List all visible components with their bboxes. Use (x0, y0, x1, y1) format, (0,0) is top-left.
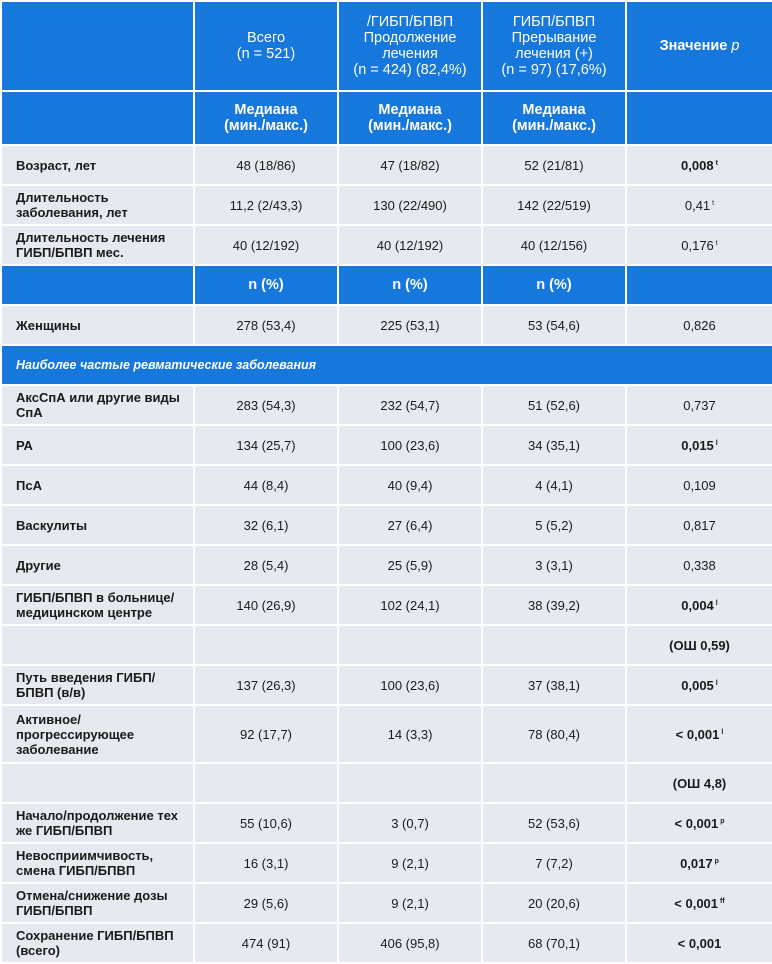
value-discontinue: 52 (21/81) (482, 145, 626, 185)
header-p-value (626, 1, 772, 91)
table-row (1, 425, 772, 465)
p-value-cell (626, 305, 772, 345)
value-discontinue: 78 (80,4) (482, 705, 626, 763)
p-value: < 0,001 (675, 726, 720, 742)
value-continue: 102 (24,1) (338, 585, 482, 625)
table-row (1, 665, 772, 705)
value-total: 48 (18/86) (194, 145, 338, 185)
value-continue (338, 625, 482, 665)
p-value: 0,004 (681, 597, 714, 613)
p-value-footnote-mark: l (715, 679, 718, 687)
value-continue (338, 763, 482, 803)
table-row (1, 505, 772, 545)
value-total: 32 (6,1) (194, 505, 338, 545)
value-continue: 40 (12/192) (338, 225, 482, 265)
value-continue: 130 (22/490) (338, 185, 482, 225)
value-total (194, 625, 338, 665)
p-value-cell (626, 763, 772, 803)
header-continue-line2: Продолжение (363, 30, 457, 46)
median-header-2 (338, 91, 482, 145)
header-discontinue-line3: лечения (+) (515, 46, 593, 62)
value-continue: 14 (3,3) (338, 705, 482, 763)
header-discontinue-line2: Прерывание (511, 30, 597, 46)
p-value-cell (626, 843, 772, 883)
value-discontinue: 51 (52,6) (482, 385, 626, 425)
p-value-footnote-mark: l (715, 599, 718, 607)
row-label: Длительность заболевания, лет (1, 185, 194, 225)
row-label: ГИБП/БПВП в больнице/ медицинском центре (1, 585, 194, 625)
value-total: 16 (3,1) (194, 843, 338, 883)
value-total: 278 (53,4) (194, 305, 338, 345)
p-value-footnote-mark: p (720, 817, 725, 825)
header-continue-line4: (n = 424) (82,4%) (353, 62, 467, 78)
value-discontinue: 7 (7,2) (482, 843, 626, 883)
p-value-cell (626, 883, 772, 923)
value-discontinue: 34 (35,1) (482, 425, 626, 465)
p-value-cell (626, 585, 772, 625)
p-value-cell (626, 465, 772, 505)
p-value-footnote-mark: l (721, 728, 724, 736)
table-row (1, 145, 772, 185)
n-percent-label: n (%) (338, 265, 482, 305)
header-discontinue (482, 1, 626, 91)
table-row (1, 705, 772, 763)
p-value: 0,338 (683, 557, 716, 573)
table-row (1, 843, 772, 883)
value-continue: 27 (6,4) (338, 505, 482, 545)
section-row (1, 345, 772, 385)
p-value-cell (626, 545, 772, 585)
value-continue: 9 (2,1) (338, 843, 482, 883)
value-continue: 47 (18/82) (338, 145, 482, 185)
median-header-3 (482, 91, 626, 145)
value-discontinue: 37 (38,1) (482, 665, 626, 705)
n-percent-label: n (%) (482, 265, 626, 305)
median-range-label: (мин./макс.) (224, 118, 308, 134)
row-label: АксСпА или другие виды СпА (1, 385, 194, 425)
row-label (1, 625, 194, 665)
value-continue: 100 (23,6) (338, 665, 482, 705)
p-value: (ОШ 4,8) (672, 775, 727, 791)
row-label: РА (1, 425, 194, 465)
value-continue: 9 (2,1) (338, 883, 482, 923)
median-header-row (1, 91, 772, 145)
header-empty-cell (1, 1, 194, 91)
row-label: Женщины (1, 305, 194, 345)
p-value: 0,008 (681, 157, 714, 173)
median-header-1 (194, 91, 338, 145)
header-total (194, 1, 338, 91)
value-total (194, 763, 338, 803)
median-header-empty-p (626, 91, 772, 145)
table-row (1, 923, 772, 963)
p-value: 0,41 (684, 197, 711, 213)
median-label: Медиана (522, 102, 586, 118)
p-value: < 0,001 (677, 935, 722, 951)
p-value-cell (626, 185, 772, 225)
median-range-label: (мин./макс.) (368, 118, 452, 134)
row-label: Невосприимчивость, смена ГИБП/БПВП (1, 843, 194, 883)
value-discontinue: 40 (12/156) (482, 225, 626, 265)
value-discontinue: 68 (70,1) (482, 923, 626, 963)
row-label: Сохранение ГИБП/БПВП (всего) (1, 923, 194, 963)
value-total: 137 (26,3) (194, 665, 338, 705)
header-row (1, 1, 772, 91)
value-continue: 100 (23,6) (338, 425, 482, 465)
value-total: 29 (5,6) (194, 883, 338, 923)
p-value: 0,017 (680, 855, 713, 871)
header-continue-line3: лечения (382, 46, 438, 62)
p-value-cell (626, 803, 772, 843)
median-header-empty (1, 91, 194, 145)
value-total: 134 (25,7) (194, 425, 338, 465)
value-total: 283 (54,3) (194, 385, 338, 425)
p-value-cell (626, 385, 772, 425)
value-total: 44 (8,4) (194, 465, 338, 505)
p-value-cell (626, 705, 772, 763)
value-discontinue (482, 625, 626, 665)
p-value: 0,015 (681, 437, 714, 453)
p-value: (ОШ 0,59) (669, 637, 730, 653)
row-label (1, 763, 194, 803)
value-continue: 3 (0,7) (338, 803, 482, 843)
value-discontinue: 5 (5,2) (482, 505, 626, 545)
p-value-cell (626, 225, 772, 265)
header-discontinue-line1: ГИБП/БПВП (512, 14, 596, 30)
value-discontinue: 20 (20,6) (482, 883, 626, 923)
value-discontinue: 53 (54,6) (482, 305, 626, 345)
n-percent-header-row (1, 265, 772, 305)
table-row (1, 803, 772, 843)
value-total: 55 (10,6) (194, 803, 338, 843)
p-value: < 0,001 (674, 815, 719, 831)
header-total-line2: (n = 521) (236, 46, 296, 62)
table-row (1, 545, 772, 585)
n-header-empty (1, 265, 194, 305)
header-p-italic: p (731, 38, 740, 54)
value-continue: 25 (5,9) (338, 545, 482, 585)
value-discontinue: 38 (39,2) (482, 585, 626, 625)
value-discontinue: 3 (3,1) (482, 545, 626, 585)
value-discontinue (482, 763, 626, 803)
median-range-label: (мин./макс.) (512, 118, 596, 134)
p-value: 0,005 (681, 677, 714, 693)
p-value-footnote-mark: p (714, 857, 719, 865)
value-discontinue: 4 (4,1) (482, 465, 626, 505)
row-label: Васкулиты (1, 505, 194, 545)
value-continue: 225 (53,1) (338, 305, 482, 345)
header-discontinue-line4: (n = 97) (17,6%) (501, 62, 607, 78)
p-value-cell (626, 625, 772, 665)
p-value: 0,737 (683, 397, 716, 413)
row-label: Отмена/снижение дозы ГИБП/БПВП (1, 883, 194, 923)
value-total: 140 (26,9) (194, 585, 338, 625)
p-value: 0,176 (681, 237, 714, 253)
table-row (1, 883, 772, 923)
row-label: Активное/ прогрессирующее заболевание (1, 705, 194, 763)
header-total-line1: Всего (246, 30, 286, 46)
value-total: 40 (12/192) (194, 225, 338, 265)
value-continue: 40 (9,4) (338, 465, 482, 505)
row-label: Начало/продолжение тех же ГИБП/БПВП (1, 803, 194, 843)
p-value-footnote-mark: l (715, 439, 718, 447)
section-title: Наиболее частые ревматические заболевания (1, 345, 772, 385)
p-value: 0,817 (683, 517, 716, 533)
row-label: Длительность лечения ГИБП/БПВП мес. (1, 225, 194, 265)
n-header-empty-p (626, 265, 772, 305)
table-row (1, 465, 772, 505)
table-row (1, 185, 772, 225)
table-row (1, 625, 772, 665)
table-row (1, 305, 772, 345)
median-label: Медиана (378, 102, 442, 118)
value-total: 92 (17,7) (194, 705, 338, 763)
row-label: Другие (1, 545, 194, 585)
value-total: 474 (91) (194, 923, 338, 963)
value-total: 11,2 (2/43,3) (194, 185, 338, 225)
p-value-cell (626, 505, 772, 545)
table-row (1, 585, 772, 625)
p-value: < 0,001 (674, 895, 719, 911)
header-continue-line1: /ГИБП/БПВП (366, 14, 454, 30)
p-value-cell (626, 145, 772, 185)
p-value-footnote-mark: t (712, 199, 715, 207)
table-row (1, 385, 772, 425)
value-total: 28 (5,4) (194, 545, 338, 585)
n-percent-label: n (%) (194, 265, 338, 305)
row-label: ПсА (1, 465, 194, 505)
median-label: Медиана (234, 102, 298, 118)
p-value-cell (626, 923, 772, 963)
header-continue (338, 1, 482, 91)
row-label: Путь введения ГИБП/ БПВП (в/в) (1, 665, 194, 705)
p-value-footnote-mark: t (715, 159, 718, 167)
header-p-label: Значение (659, 38, 732, 54)
p-value-footnote-mark: ff (720, 897, 725, 905)
p-value-cell (626, 425, 772, 465)
p-value-footnote-mark: t (715, 239, 718, 247)
p-value: 0,826 (683, 317, 716, 333)
table-row (1, 763, 772, 803)
table-row (1, 225, 772, 265)
value-discontinue: 142 (22/519) (482, 185, 626, 225)
value-continue: 406 (95,8) (338, 923, 482, 963)
value-continue: 232 (54,7) (338, 385, 482, 425)
value-discontinue: 52 (53,6) (482, 803, 626, 843)
row-label: Возраст, лет (1, 145, 194, 185)
p-value: 0,109 (683, 477, 716, 493)
p-value-cell (626, 665, 772, 705)
